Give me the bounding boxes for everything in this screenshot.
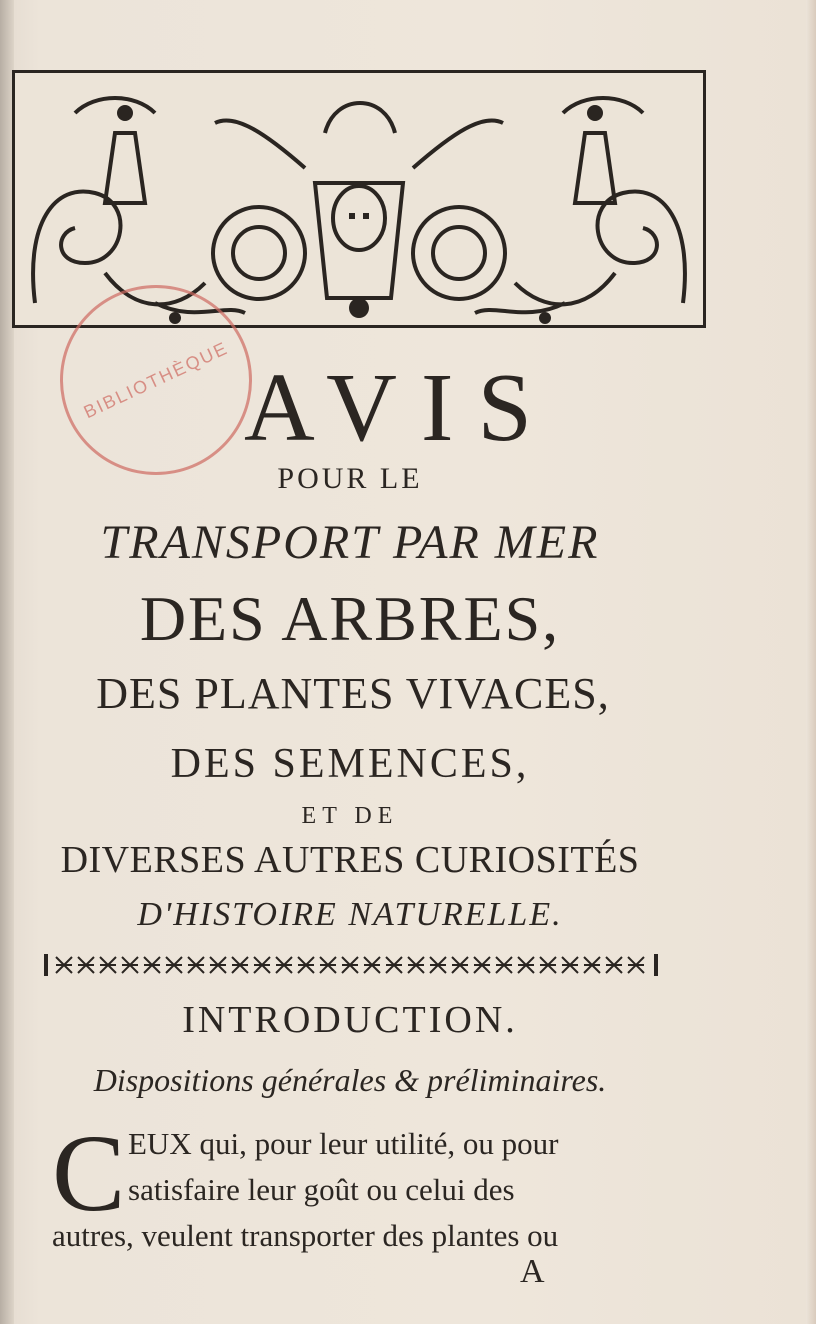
ornamental-rule [44,952,658,978]
title-des-plantes-vivaces: DES PLANTES VIVACES, [96,669,610,718]
page-edge [806,0,816,1324]
ornamental-rule-icon [44,952,658,978]
title-et-de: ET DE [301,803,399,829]
title-pour-le: POUR LE [277,462,423,495]
body-line-3: autres, veulent transporter des plantes ou [52,1218,559,1253]
body-line-1: EUX qui, pour leur utilité, ou pour [128,1126,559,1161]
section-heading: INTRODUCTION. [182,999,518,1041]
title-diverses-autres-curiosites: DIVERSES AUTRES CURIOSITÉS [60,839,640,881]
title-avis: AVIS [243,354,557,462]
signature-mark: A [520,1253,545,1290]
body-line-2: satisfaire leur goût ou celui des [128,1172,515,1207]
stamp-text: BIBLIOTHÈQUE [80,337,232,422]
title-histoire-naturelle: D'HISTOIRE NATURELLE. [137,896,563,933]
section-subheading: Dispositions générales & préliminaires. [93,1062,607,1098]
drop-cap: C [52,1112,126,1234]
title-transport-par-mer: TRANSPORT PAR MER [100,516,600,569]
ornamental-headpiece [12,70,706,328]
ornament-engraving-icon [15,73,703,325]
title-des-semences: DES SEMENCES, [170,741,530,787]
title-des-arbres: DES ARBRES, [139,583,561,654]
